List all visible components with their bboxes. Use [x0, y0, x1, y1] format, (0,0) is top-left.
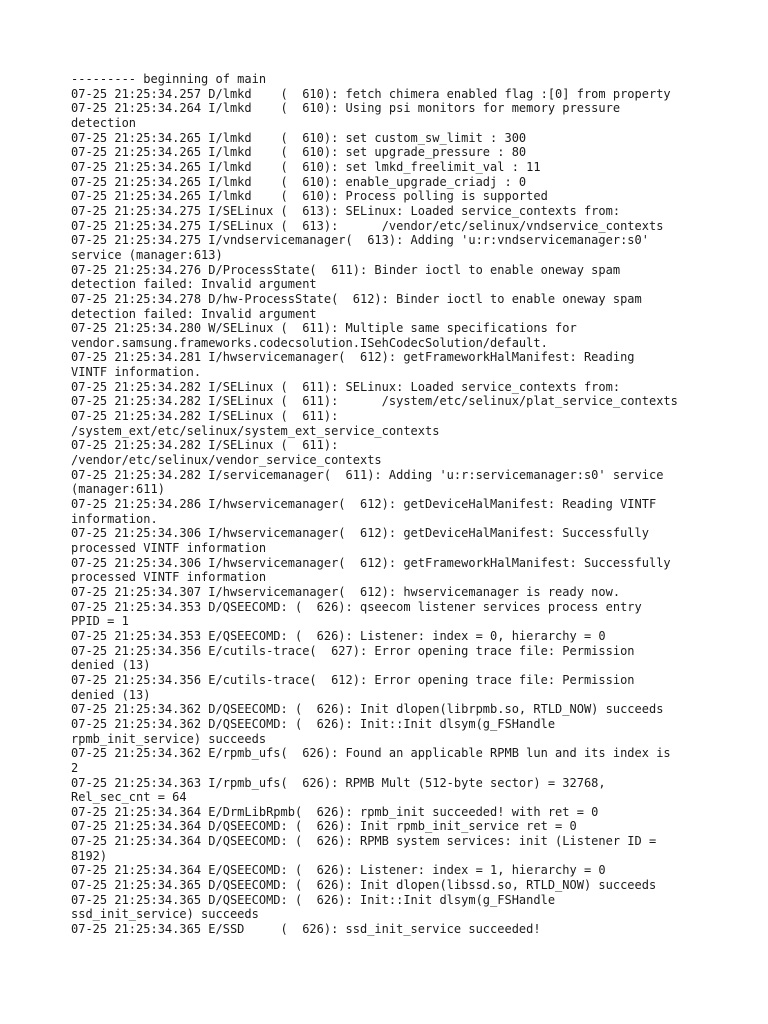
log-line: denied (13) — [71, 658, 151, 673]
log-line: detection failed: Invalid argument — [71, 306, 317, 321]
log-line: 07-25 21:25:34.362 E/rpmb_ufs( 626): Found an applicable RPMB lun and its index is — [71, 746, 671, 761]
log-line: 07-25 21:25:34.353 E/QSEECOMD: ( 626): Listener: index = 0, hierarchy = 0 — [71, 628, 606, 643]
log-line: 07-25 21:25:34.362 D/QSEECOMD: ( 626): Init::Init dlsym(g_FSHandle — [71, 716, 556, 731]
log-line: 07-25 21:25:34.307 I/hwservicemanager( 612): hwservicemanager is ready now. — [71, 584, 621, 599]
log-line: 07-25 21:25:34.275 I/vndservicemanager( 613): Adding 'u:r:vndservicemanager:s0' — [71, 233, 649, 248]
log-line: 8192) — [71, 848, 108, 863]
log-line: 07-25 21:25:34.265 I/lmkd ( 610): set upgrade_pressure : 80 — [71, 145, 527, 160]
log-line: 07-25 21:25:34.356 E/cutils-trace( 627): Error opening trace file: Permission — [71, 643, 635, 658]
log-line: ssd_init_service) succeeds — [71, 907, 259, 922]
log-line: 07-25 21:25:34.286 I/hwservicemanager( 612): getDeviceHalManifest: Reading VINTF — [71, 497, 657, 512]
log-line: rpmb_init_service) succeeds — [71, 731, 267, 746]
log-line: information. — [71, 511, 158, 526]
log-line: 07-25 21:25:34.257 D/lmkd ( 610): fetch chimera enabled flag :[0] from property — [71, 86, 671, 101]
log-line: 07-25 21:25:34.356 E/cutils-trace( 612): Error opening trace file: Permission — [71, 672, 635, 687]
log-line: 07-25 21:25:34.265 I/lmkd ( 610): Process polling is supported — [71, 189, 548, 204]
log-line: 07-25 21:25:34.364 E/QSEECOMD: ( 626): Listener: index = 1, hierarchy = 0 — [71, 863, 606, 878]
log-line: 07-25 21:25:34.362 D/QSEECOMD: ( 626): Init dlopen(librpmb.so, RTLD_NOW) succeeds — [71, 702, 664, 717]
log-line: 07-25 21:25:34.281 I/hwservicemanager( 612): getFrameworkHalManifest: Reading — [71, 350, 635, 365]
log-line: /system_ext/etc/selinux/system_ext_service_contexts — [71, 423, 440, 438]
log-line: 07-25 21:25:34.282 I/servicemanager( 611): Adding 'u:r:servicemanager:s0' service — [71, 467, 664, 482]
log-line: 07-25 21:25:34.276 D/ProcessState( 611): Binder ioctl to enable oneway spam — [71, 262, 621, 277]
log-line: 07-25 21:25:34.275 I/SELinux ( 613): /vendor/etc/selinux/vndservice_contexts — [71, 218, 664, 233]
log-line: denied (13) — [71, 687, 151, 702]
log-line: PPID = 1 — [71, 614, 129, 629]
log-line: processed VINTF information — [71, 570, 267, 585]
log-line: vendor.samsung.frameworks.codecsolution.ISehCodecSolution/default. — [71, 335, 548, 350]
log-line: 07-25 21:25:34.363 I/rpmb_ufs( 626): RPMB Mult (512-byte sector) = 32768, — [71, 775, 606, 790]
log-line: 07-25 21:25:34.364 E/DrmLibRpmb( 626): rpmb_init succeeded! with ret = 0 — [71, 804, 599, 819]
log-line: --------- beginning of main — [71, 72, 267, 86]
log-line: 07-25 21:25:34.264 I/lmkd ( 610): Using psi monitors for memory pressure — [71, 101, 621, 116]
log-line: 07-25 21:25:34.282 I/SELinux ( 611): — [71, 438, 339, 453]
log-line: 07-25 21:25:34.265 I/lmkd ( 610): set custom_sw_limit : 300 — [71, 130, 527, 145]
log-output — [71, 72, 711, 937]
log-line: 07-25 21:25:34.364 D/QSEECOMD: ( 626): Init rpmb_init_service ret = 0 — [71, 819, 577, 834]
log-line: 2 — [71, 760, 79, 775]
log-line: 07-25 21:25:34.265 I/lmkd ( 610): enable_upgrade_criadj : 0 — [71, 174, 527, 189]
log-line: 07-25 21:25:34.365 D/QSEECOMD: ( 626): Init::Init dlsym(g_FSHandle — [71, 892, 556, 907]
log-line: 07-25 21:25:34.306 I/hwservicemanager( 612): getFrameworkHalManifest: Successfully — [71, 555, 671, 570]
log-line: /vendor/etc/selinux/vendor_service_contexts — [71, 453, 382, 468]
log-line: 07-25 21:25:34.265 I/lmkd ( 610): set lmkd_freelimit_val : 11 — [71, 159, 541, 174]
log-line: 07-25 21:25:34.365 E/SSD ( 626): ssd_init_service succeeded! — [71, 922, 541, 937]
log-line: 07-25 21:25:34.282 I/SELinux ( 611): SELinux: Loaded service_contexts from: — [71, 379, 621, 394]
log-line: 07-25 21:25:34.306 I/hwservicemanager( 612): getDeviceHalManifest: Successfully — [71, 526, 649, 541]
log-line: processed VINTF information — [71, 541, 267, 555]
log-line: VINTF information. — [71, 365, 202, 380]
log-line: 07-25 21:25:34.365 D/QSEECOMD: ( 626): Init dlopen(libssd.so, RTLD_NOW) succeeds — [71, 878, 657, 893]
log-line: 07-25 21:25:34.278 D/hw-ProcessState( 612): Binder ioctl to enable oneway spam — [71, 291, 642, 306]
log-line: 07-25 21:25:34.280 W/SELinux ( 611): Multiple same specifications for — [71, 321, 577, 336]
log-line: 07-25 21:25:34.282 I/SELinux ( 611): — [71, 409, 339, 424]
log-line: detection failed: Invalid argument — [71, 277, 317, 292]
log-line: service (manager:613) — [71, 247, 223, 262]
log-line: 07-25 21:25:34.364 D/QSEECOMD: ( 626): RPMB system services: init (Listener ID = — [71, 834, 657, 849]
log-line: 07-25 21:25:34.353 D/QSEECOMD: ( 626): qseecom listener services process entry — [71, 599, 642, 614]
log-line: 07-25 21:25:34.282 I/SELinux ( 611): /system/etc/selinux/plat_service_contexts — [71, 394, 678, 409]
log-line: detection — [71, 115, 137, 130]
log-line: Rel_sec_cnt = 64 — [71, 790, 187, 805]
log-line: (manager:611) — [71, 482, 165, 497]
log-line: 07-25 21:25:34.275 I/SELinux ( 613): SELinux: Loaded service_contexts from: — [71, 203, 621, 218]
